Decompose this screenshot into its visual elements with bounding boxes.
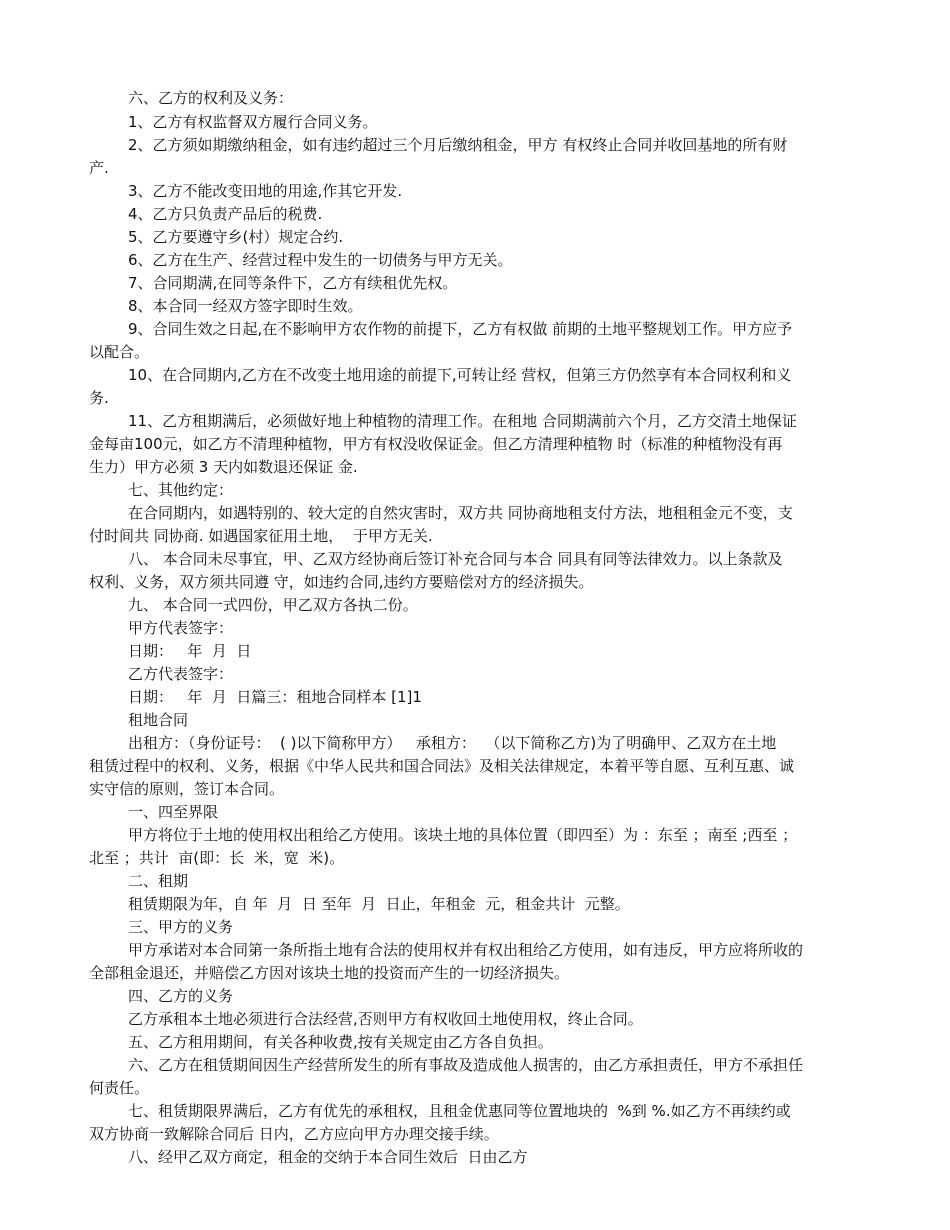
- text-line: 9、合同生效之日起,在不影响甲方农作物的前提下，乙方有权做 前期的土地平整规划工作。甲方应予: [128, 320, 793, 338]
- text-line: 租地合同: [128, 711, 189, 729]
- text-line: 八、 本合同未尽事宜，甲、乙双方经协商后签订补充合同与本合 同具有同等法律效力。以上条款及: [128, 550, 783, 568]
- text-line: 产.: [89, 159, 109, 177]
- text-line: 6、乙方在生产、经营过程中发生的一切债务与甲方无关。: [128, 251, 513, 269]
- text-line: 7、合同期满,在同等条件下，乙方有续租优先权。: [128, 274, 458, 292]
- text-line: 8、本合同一经双方签字即时生效。: [128, 297, 363, 315]
- text-line: 二、租期: [128, 872, 189, 890]
- text-line: 七、其他约定：: [128, 481, 234, 499]
- text-line: 租赁过程中的权利、义务，根据《中华人民共和国合同法》及相关法律规定，本着平等自愿、互利互惠、诚: [89, 757, 795, 775]
- text-line: 六、乙方的权利及义务：: [128, 89, 294, 107]
- text-line: 北至 ；共计 亩(即：长 米，宽 米)。: [89, 849, 345, 867]
- text-line: 全部租金退还，并赔偿乙方因对该块土地的投资而产生的一切经济损失。: [89, 964, 570, 982]
- text-line: 11、乙方租期满后，必须做好地上种植物的清理工作。在租地 合同期满前六个月，乙方交清土地保证: [128, 412, 797, 430]
- text-line: 4、乙方只负责产品后的税费.: [128, 205, 323, 223]
- text-line: 五、乙方租用期间，有关各种收费,按有关规定由乙方各自负担。: [128, 1033, 553, 1051]
- text-line: 租赁期限为年，自 年 月 日 至年 月 日止，年租金 元，租金共计 元整。: [128, 895, 630, 913]
- text-line: 九、 本合同一式四份，甲乙双方各执二份。: [128, 596, 418, 614]
- text-line: 双方协商一致解除合同后 日内，乙方应向甲方办理交接手续。: [89, 1125, 499, 1143]
- text-line: 日期： 年 月 日篇三：租地合同样本 [1]1: [128, 688, 422, 706]
- text-line: 以配合。: [89, 343, 150, 361]
- text-line: 乙方代表签字：: [128, 665, 234, 683]
- text-line: 1、乙方有权监督双方履行合同义务。: [128, 113, 378, 131]
- text-line: 日期： 年 月 日: [128, 642, 252, 660]
- text-line: 付时间共 同协商. 如遇国家征用土地， 于甲方无关.: [89, 527, 433, 545]
- text-line: 四、乙方的义务: [128, 987, 234, 1005]
- text-line: 甲方承诺对本合同第一条所指土地有合法的使用权并有权出租给乙方使用，如有违反，甲方应将所收的: [128, 941, 804, 959]
- text-line: 2、乙方须如期缴纳租金，如有违约超过三个月后缴纳租金，甲方 有权终止合同并收回基地的所有财: [128, 136, 788, 154]
- text-line: 出租方：（身份证号： ( )以下简称甲方） 承租方： （以下简称乙方)为了明确甲、乙双方在土地: [128, 734, 777, 752]
- text-line: 生力）甲方必须 3 天内如数退还保证 金.: [89, 458, 358, 476]
- text-line: 3、乙方不能改变田地的用途,作其它开发.: [128, 182, 403, 200]
- text-line: 三、甲方的义务: [128, 918, 234, 936]
- text-line: 甲方代表签字：: [128, 619, 234, 637]
- text-line: 六、乙方在租赁期间因生产经营所发生的所有事故及造成他人损害的，由乙方承担责任，甲方不承担任: [128, 1056, 804, 1074]
- text-line: 5、乙方要遵守乡(村）规定合约.: [128, 228, 344, 246]
- text-line: 八、经甲乙双方商定，租金的交纳于本合同生效后 日由乙方: [128, 1148, 528, 1166]
- text-line: 七、租赁期限界满后，乙方有优先的承租权，且租金优惠同等位置地块的 %到 %.如乙方不再续约或: [128, 1102, 791, 1120]
- text-line: 在合同期内，如遇特别的、较大定的自然灾害时，双方共 同协商地租支付方法，地租租金元不变，支: [128, 504, 793, 522]
- text-line: 金每亩100元，如乙方不清理种植物，甲方有权没收保证金。但乙方清理种植物 时（标准的种植物没有再: [89, 435, 783, 453]
- text-line: 何责任。: [89, 1079, 150, 1097]
- text-line: 权利、义务，双方须共同遵 守，如违约合同,违约方要赔偿对方的经济损失。: [89, 573, 594, 591]
- text-line: 一、四至界限: [128, 803, 219, 821]
- text-line: 乙方承租本土地必须进行合法经营,否则甲方有权收回土地使用权，终止合同。: [128, 1010, 643, 1028]
- text-line: 10、在合同期内,乙方在不改变土地用途的前提下,可转让经 营权，但第三方仍然享有本合同权利和义: [128, 366, 792, 384]
- text-line: 务.: [89, 389, 109, 407]
- text-line: 甲方将位于土地的使用权出租给乙方使用。该块土地的具体位置（即四至）为 ：东至 ；南至 ;西至 ；: [128, 826, 798, 844]
- text-line: 实守信的原则，签订本合同。: [89, 780, 285, 798]
